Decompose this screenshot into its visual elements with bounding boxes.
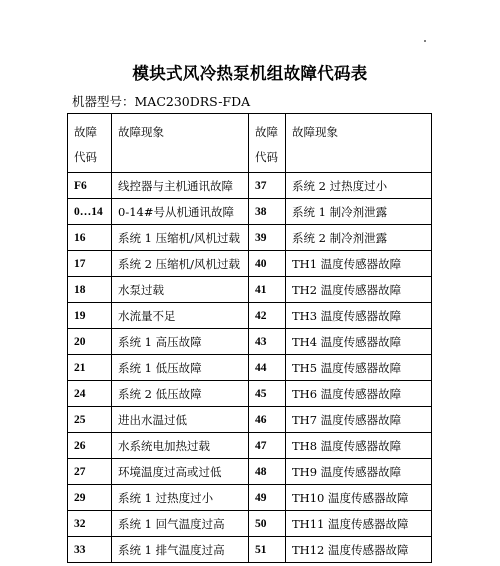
table-header-row <box>68 114 432 173</box>
fault-code-cell: 48 <box>249 459 286 485</box>
fault-code-cell: 42 <box>249 303 286 329</box>
fault-code-cell: 33 <box>68 537 112 563</box>
fault-code-cell: 38 <box>249 199 286 225</box>
fault-code-cell: 29 <box>68 485 112 511</box>
fault-description-cell: TH8 温度传感器故障 <box>286 433 432 459</box>
fault-code-cell: 0…14 <box>68 199 112 225</box>
fault-description-cell: 水泵过载 <box>112 277 249 303</box>
fault-description-cell: 水系统电加热过载 <box>112 433 249 459</box>
fault-code-cell: 37 <box>249 173 286 199</box>
fault-code-cell: 18 <box>68 277 112 303</box>
table-row <box>68 485 432 511</box>
fault-code-cell: 20 <box>68 329 112 355</box>
fault-description-cell: TH4 温度传感器故障 <box>286 329 432 355</box>
fault-description-cell: 线控器与主机通讯故障 <box>112 173 249 199</box>
fault-description-cell: 进出水温过低 <box>112 407 249 433</box>
fault-code-cell: 51 <box>249 537 286 563</box>
table-row <box>68 459 432 485</box>
fault-description-cell: TH9 温度传感器故障 <box>286 459 432 485</box>
fault-code-cell: 27 <box>68 459 112 485</box>
fault-code-cell: 32 <box>68 511 112 537</box>
fault-description-cell: 系统 1 压缩机/风机过载 <box>112 225 249 251</box>
document-title: 模块式风冷热泵机组故障代码表 <box>132 64 368 83</box>
fault-description-cell: TH1 温度传感器故障 <box>286 251 432 277</box>
fault-description-cell: TH7 温度传感器故障 <box>286 407 432 433</box>
header-desc-right: 故障现象 <box>286 114 432 173</box>
fault-code-cell: 47 <box>249 433 286 459</box>
fault-code-cell: 25 <box>68 407 112 433</box>
fault-description-cell: 水流量不足 <box>112 303 249 329</box>
fault-description-cell: 系统 2 制冷剂泄露 <box>286 225 432 251</box>
fault-description-cell: 系统 2 过热度过小 <box>286 173 432 199</box>
fault-code-cell: 43 <box>249 329 286 355</box>
table-row <box>68 251 432 277</box>
table-row <box>68 381 432 407</box>
table-row <box>68 537 432 563</box>
fault-code-cell: 26 <box>68 433 112 459</box>
fault-code-cell: 50 <box>249 511 286 537</box>
fault-code-cell: 39 <box>249 225 286 251</box>
table-row <box>68 225 432 251</box>
fault-description-cell: TH3 温度传感器故障 <box>286 303 432 329</box>
fault-code-cell: F6 <box>68 173 112 199</box>
header-desc-left: 故障现象 <box>112 114 249 173</box>
header-code-line2: 代码 <box>255 150 278 164</box>
fault-description-cell: 系统 1 高压故障 <box>112 329 249 355</box>
fault-description-cell: 0-14#号从机通讯故障 <box>112 199 249 225</box>
table-row <box>68 173 432 199</box>
fault-description-cell: TH6 温度传感器故障 <box>286 381 432 407</box>
fault-code-cell: 41 <box>249 277 286 303</box>
fault-description-cell: TH11 温度传感器故障 <box>286 511 432 537</box>
fault-description-cell: 系统 1 回气温度过高 <box>112 511 249 537</box>
fault-description-cell: 系统 1 制冷剂泄露 <box>286 199 432 225</box>
fault-code-cell: 24 <box>68 381 112 407</box>
fault-description-cell: 系统 1 低压故障 <box>112 355 249 381</box>
fault-code-cell: 44 <box>249 355 286 381</box>
header-code-line1: 故障 <box>255 125 278 139</box>
fault-code-cell: 46 <box>249 407 286 433</box>
header-code-line1: 故障 <box>74 125 97 139</box>
fault-description-cell: TH2 温度传感器故障 <box>286 277 432 303</box>
fault-description-cell: TH12 温度传感器故障 <box>286 537 432 563</box>
table-row <box>68 199 432 225</box>
fault-code-table-body <box>68 114 432 563</box>
fault-code-cell: 21 <box>68 355 112 381</box>
fault-description-cell: 系统 1 过热度过小 <box>112 485 249 511</box>
table-row <box>68 329 432 355</box>
stray-dot <box>424 40 426 42</box>
table-row <box>68 277 432 303</box>
fault-description-cell: 系统 2 低压故障 <box>112 381 249 407</box>
fault-code-cell: 49 <box>249 485 286 511</box>
table-row <box>68 433 432 459</box>
header-code-right <box>249 114 286 173</box>
table-row <box>68 511 432 537</box>
fault-description-cell: TH10 温度传感器故障 <box>286 485 432 511</box>
fault-description-cell: TH5 温度传感器故障 <box>286 355 432 381</box>
fault-description-cell: 系统 2 压缩机/风机过载 <box>112 251 249 277</box>
header-code-line2: 代码 <box>74 150 97 164</box>
fault-code-cell: 16 <box>68 225 112 251</box>
model-label: 机器型号：MAC230DRS-FDA <box>72 94 251 109</box>
table-row <box>68 355 432 381</box>
fault-code-cell: 45 <box>249 381 286 407</box>
fault-code-table <box>67 113 432 563</box>
fault-description-cell: 环境温度过高或过低 <box>112 459 249 485</box>
fault-code-cell: 40 <box>249 251 286 277</box>
fault-code-cell: 19 <box>68 303 112 329</box>
fault-description-cell: 系统 1 排气温度过高 <box>112 537 249 563</box>
header-code-left <box>68 114 112 173</box>
fault-code-cell: 17 <box>68 251 112 277</box>
table-row <box>68 407 432 433</box>
table-row <box>68 303 432 329</box>
